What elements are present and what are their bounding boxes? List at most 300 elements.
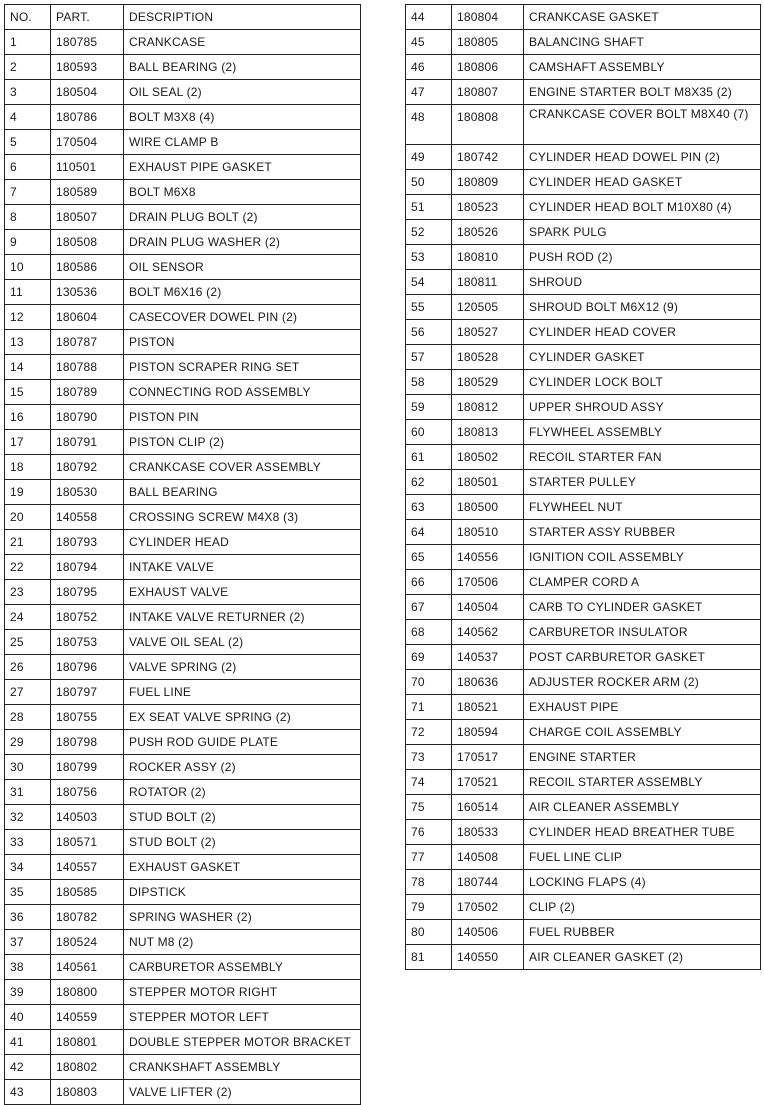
- row-number: 6: [5, 155, 51, 180]
- row-number: 11: [5, 280, 51, 305]
- part-number: 140557: [51, 855, 124, 880]
- table-row: [5, 905, 361, 930]
- table-row: [406, 55, 761, 80]
- row-number: 43: [5, 1080, 51, 1105]
- table-row: [5, 955, 361, 980]
- part-number: 180790: [51, 405, 124, 430]
- table-row: [5, 330, 361, 355]
- part-number: 180807: [452, 80, 524, 105]
- row-number: 7: [5, 180, 51, 205]
- part-number: 180795: [51, 580, 124, 605]
- table-row: [406, 620, 761, 645]
- table-row: [5, 855, 361, 880]
- row-number: 75: [406, 795, 452, 820]
- part-description: CYLINDER LOCK BOLT: [524, 370, 761, 395]
- part-number: 180744: [452, 870, 524, 895]
- row-number: 21: [5, 530, 51, 555]
- table-row: [5, 80, 361, 105]
- part-description: INTAKE VALVE RETURNER (2): [124, 605, 361, 630]
- part-number: 180571: [51, 830, 124, 855]
- row-number: 56: [406, 320, 452, 345]
- row-number: 30: [5, 755, 51, 780]
- table-row: [5, 180, 361, 205]
- table-row: [5, 980, 361, 1005]
- part-number: 180523: [452, 195, 524, 220]
- row-number: 71: [406, 695, 452, 720]
- row-number: 17: [5, 430, 51, 455]
- part-description: SPARK PULG: [524, 220, 761, 245]
- row-number: 10: [5, 255, 51, 280]
- part-number: 180593: [51, 55, 124, 80]
- table-row: [406, 845, 761, 870]
- row-number: 1: [5, 30, 51, 55]
- part-number: 120505: [452, 295, 524, 320]
- row-number: 59: [406, 395, 452, 420]
- row-number: 46: [406, 55, 452, 80]
- part-number: 180808: [452, 105, 524, 145]
- row-number: 8: [5, 205, 51, 230]
- row-number: 20: [5, 505, 51, 530]
- part-number: 180594: [452, 720, 524, 745]
- table-row: [406, 345, 761, 370]
- table-row: [406, 170, 761, 195]
- row-number: 22: [5, 555, 51, 580]
- row-number: 57: [406, 345, 452, 370]
- part-number: 140559: [51, 1005, 124, 1030]
- part-description: ENGINE STARTER BOLT M8X35 (2): [524, 80, 761, 105]
- table-row: [5, 680, 361, 705]
- part-description: CYLINDER GASKET: [524, 345, 761, 370]
- part-number: 170504: [51, 130, 124, 155]
- part-description: OIL SEAL (2): [124, 80, 361, 105]
- table-row: [406, 320, 761, 345]
- table-row: [406, 470, 761, 495]
- row-number: 69: [406, 645, 452, 670]
- row-number: 50: [406, 170, 452, 195]
- part-description: CYLINDER HEAD: [124, 530, 361, 555]
- table-row: [406, 895, 761, 920]
- part-number: 180806: [452, 55, 524, 80]
- table-row: [5, 405, 361, 430]
- table-row: [5, 755, 361, 780]
- part-description: POST CARBURETOR GASKET: [524, 645, 761, 670]
- part-number: 180787: [51, 330, 124, 355]
- part-description: CYLINDER HEAD COVER: [524, 320, 761, 345]
- table-row: [406, 5, 761, 30]
- part-description: FLYWHEEL ASSEMBLY: [524, 420, 761, 445]
- table-row: [5, 480, 361, 505]
- part-number: 180813: [452, 420, 524, 445]
- row-number: 53: [406, 245, 452, 270]
- part-number: 180811: [452, 270, 524, 295]
- table-row: [406, 745, 761, 770]
- table-row: [406, 145, 761, 170]
- part-description: FLYWHEEL NUT: [524, 495, 761, 520]
- parts-table-right-body: [406, 5, 761, 970]
- part-number: 180798: [51, 730, 124, 755]
- part-number: 180524: [51, 930, 124, 955]
- part-description: CAMSHAFT ASSEMBLY: [524, 55, 761, 80]
- header-description: DESCRIPTION: [124, 5, 361, 30]
- part-number: 180786: [51, 105, 124, 130]
- table-row: [5, 730, 361, 755]
- part-number: 180756: [51, 780, 124, 805]
- row-number: 66: [406, 570, 452, 595]
- part-description: NUT M8 (2): [124, 930, 361, 955]
- part-number: 130536: [51, 280, 124, 305]
- part-number: 180753: [51, 630, 124, 655]
- part-number: 140558: [51, 505, 124, 530]
- table-row: [406, 945, 761, 970]
- part-description: STEPPER MOTOR RIGHT: [124, 980, 361, 1005]
- part-number: 180801: [51, 1030, 124, 1055]
- part-description: EXHAUST VALVE: [124, 580, 361, 605]
- row-number: 44: [406, 5, 452, 30]
- table-row: [5, 1005, 361, 1030]
- row-number: 15: [5, 380, 51, 405]
- table-row: [406, 370, 761, 395]
- part-description: CROSSING SCREW M4X8 (3): [124, 505, 361, 530]
- part-description: CRANKCASE COVER BOLT M8X40 (7): [524, 105, 761, 145]
- row-number: 25: [5, 630, 51, 655]
- part-description: ROTATOR (2): [124, 780, 361, 805]
- part-description: LOCKING FLAPS (4): [524, 870, 761, 895]
- row-number: 3: [5, 80, 51, 105]
- part-description: CYLINDER HEAD GASKET: [524, 170, 761, 195]
- part-number: 180797: [51, 680, 124, 705]
- part-description: STARTER PULLEY: [524, 470, 761, 495]
- part-number: 180800: [51, 980, 124, 1005]
- part-number: 180508: [51, 230, 124, 255]
- part-description: CYLINDER HEAD BREATHER TUBE: [524, 820, 761, 845]
- row-number: 63: [406, 495, 452, 520]
- table-row: [406, 795, 761, 820]
- row-number: 78: [406, 870, 452, 895]
- part-description: VALVE LIFTER (2): [124, 1080, 361, 1105]
- part-description: ADJUSTER ROCKER ARM (2): [524, 670, 761, 695]
- row-number: 24: [5, 605, 51, 630]
- part-description: DIPSTICK: [124, 880, 361, 905]
- table-row: [406, 420, 761, 445]
- part-description: CLAMPER CORD A: [524, 570, 761, 595]
- part-description: STUD BOLT (2): [124, 830, 361, 855]
- table-header-row: [5, 5, 361, 30]
- part-number: 170506: [452, 570, 524, 595]
- part-number: 140503: [51, 805, 124, 830]
- row-number: 18: [5, 455, 51, 480]
- part-number: 140537: [452, 645, 524, 670]
- row-number: 40: [5, 1005, 51, 1030]
- part-number: 180809: [452, 170, 524, 195]
- part-number: 180792: [51, 455, 124, 480]
- table-row: [406, 570, 761, 595]
- part-description: CRANKCASE GASKET: [524, 5, 761, 30]
- table-row: [5, 530, 361, 555]
- table-row: [5, 1055, 361, 1080]
- table-row: [406, 545, 761, 570]
- table-row: [5, 580, 361, 605]
- table-row: [5, 1030, 361, 1055]
- table-row: [406, 720, 761, 745]
- part-number: 180803: [51, 1080, 124, 1105]
- part-number: 180802: [51, 1055, 124, 1080]
- row-number: 52: [406, 220, 452, 245]
- part-number: 180586: [51, 255, 124, 280]
- table-row: [5, 655, 361, 680]
- table-row: [406, 495, 761, 520]
- part-number: 180527: [452, 320, 524, 345]
- row-number: 72: [406, 720, 452, 745]
- table-row: [5, 205, 361, 230]
- table-row: [5, 1080, 361, 1105]
- table-row: [5, 430, 361, 455]
- row-number: 64: [406, 520, 452, 545]
- row-number: 32: [5, 805, 51, 830]
- part-description: CARB TO CYLINDER GASKET: [524, 595, 761, 620]
- table-row: [5, 55, 361, 80]
- part-description: ENGINE STARTER: [524, 745, 761, 770]
- row-number: 68: [406, 620, 452, 645]
- table-row: [406, 220, 761, 245]
- part-number: 140556: [452, 545, 524, 570]
- row-number: 19: [5, 480, 51, 505]
- part-number: 140561: [51, 955, 124, 980]
- parts-table-left-body: [5, 5, 361, 1105]
- table-row: [406, 30, 761, 55]
- row-number: 47: [406, 80, 452, 105]
- table-row: [406, 520, 761, 545]
- part-number: 140504: [452, 595, 524, 620]
- table-row: [406, 270, 761, 295]
- part-description: CONNECTING ROD ASSEMBLY: [124, 380, 361, 405]
- table-row: [5, 130, 361, 155]
- row-number: 45: [406, 30, 452, 55]
- table-row: [5, 830, 361, 855]
- table-row: [406, 595, 761, 620]
- table-row: [406, 920, 761, 945]
- part-description: CRANKCASE: [124, 30, 361, 55]
- table-row: [406, 195, 761, 220]
- row-number: 39: [5, 980, 51, 1005]
- row-number: 26: [5, 655, 51, 680]
- table-row: [406, 295, 761, 320]
- row-number: 65: [406, 545, 452, 570]
- row-number: 37: [5, 930, 51, 955]
- table-row: [406, 670, 761, 695]
- table-row: [5, 155, 361, 180]
- part-description: BOLT M6X16 (2): [124, 280, 361, 305]
- table-row: [5, 230, 361, 255]
- table-row: [406, 245, 761, 270]
- part-number: 180604: [51, 305, 124, 330]
- table-row: [406, 820, 761, 845]
- part-number: 180812: [452, 395, 524, 420]
- parts-table-right: [405, 4, 761, 970]
- part-number: 180529: [452, 370, 524, 395]
- table-row: [5, 380, 361, 405]
- part-description: PISTON CLIP (2): [124, 430, 361, 455]
- part-description: SPRING WASHER (2): [124, 905, 361, 930]
- row-number: 80: [406, 920, 452, 945]
- table-row: [406, 770, 761, 795]
- part-description: FUEL RUBBER: [524, 920, 761, 945]
- part-description: DOUBLE STEPPER MOTOR BRACKET: [124, 1030, 361, 1055]
- row-number: 12: [5, 305, 51, 330]
- row-number: 36: [5, 905, 51, 930]
- part-description: CLIP (2): [524, 895, 761, 920]
- row-number: 48: [406, 105, 452, 145]
- table-row: [5, 880, 361, 905]
- row-number: 28: [5, 705, 51, 730]
- part-number: 180526: [452, 220, 524, 245]
- row-number: 81: [406, 945, 452, 970]
- part-description: PUSH ROD GUIDE PLATE: [124, 730, 361, 755]
- part-description: PISTON SCRAPER RING SET: [124, 355, 361, 380]
- part-number: 180752: [51, 605, 124, 630]
- row-number: 27: [5, 680, 51, 705]
- part-description: BALANCING SHAFT: [524, 30, 761, 55]
- row-number: 16: [5, 405, 51, 430]
- row-number: 14: [5, 355, 51, 380]
- part-number: 180755: [51, 705, 124, 730]
- part-number: 180510: [452, 520, 524, 545]
- table-row: [5, 930, 361, 955]
- row-number: 74: [406, 770, 452, 795]
- part-description: CARBURETOR INSULATOR: [524, 620, 761, 645]
- part-number: 180502: [452, 445, 524, 470]
- part-number: 180636: [452, 670, 524, 695]
- part-number: 180796: [51, 655, 124, 680]
- part-number: 180500: [452, 495, 524, 520]
- part-number: 180501: [452, 470, 524, 495]
- table-row: [406, 445, 761, 470]
- part-description: SHROUD BOLT M6X12 (9): [524, 295, 761, 320]
- part-number: 180530: [51, 480, 124, 505]
- row-number: 49: [406, 145, 452, 170]
- table-row: [406, 395, 761, 420]
- part-description: CASECOVER DOWEL PIN (2): [124, 305, 361, 330]
- part-description: VALVE SPRING (2): [124, 655, 361, 680]
- table-row: [5, 355, 361, 380]
- part-number: 180585: [51, 880, 124, 905]
- part-number: 180793: [51, 530, 124, 555]
- part-description: FUEL LINE CLIP: [524, 845, 761, 870]
- part-description: PUSH ROD (2): [524, 245, 761, 270]
- part-number: 160514: [452, 795, 524, 820]
- row-number: 29: [5, 730, 51, 755]
- table-row: [5, 605, 361, 630]
- part-description: DRAIN PLUG WASHER (2): [124, 230, 361, 255]
- table-row: [5, 780, 361, 805]
- row-number: 31: [5, 780, 51, 805]
- part-number: 180791: [51, 430, 124, 455]
- part-number: 180785: [51, 30, 124, 55]
- part-description: WIRE CLAMP B: [124, 130, 361, 155]
- part-number: 180805: [452, 30, 524, 55]
- part-description: AIR CLEANER GASKET (2): [524, 945, 761, 970]
- part-description: OIL SENSOR: [124, 255, 361, 280]
- part-description: BALL BEARING: [124, 480, 361, 505]
- table-row: [5, 280, 361, 305]
- part-description: INTAKE VALVE: [124, 555, 361, 580]
- table-row: [406, 695, 761, 720]
- part-description: EXHAUST GASKET: [124, 855, 361, 880]
- part-description: VALVE OIL SEAL (2): [124, 630, 361, 655]
- row-number: 51: [406, 195, 452, 220]
- row-number: 33: [5, 830, 51, 855]
- part-number: 140508: [452, 845, 524, 870]
- part-number: 180788: [51, 355, 124, 380]
- part-description: STUD BOLT (2): [124, 805, 361, 830]
- header-no: NO.: [5, 5, 51, 30]
- part-number: 180528: [452, 345, 524, 370]
- row-number: 35: [5, 880, 51, 905]
- table-row: [5, 305, 361, 330]
- part-number: 180782: [51, 905, 124, 930]
- part-description: FUEL LINE: [124, 680, 361, 705]
- row-number: 67: [406, 595, 452, 620]
- part-number: 180799: [51, 755, 124, 780]
- part-number: 180521: [452, 695, 524, 720]
- row-number: 34: [5, 855, 51, 880]
- part-number: 180789: [51, 380, 124, 405]
- row-number: 77: [406, 845, 452, 870]
- part-description: BOLT M3X8 (4): [124, 105, 361, 130]
- row-number: 60: [406, 420, 452, 445]
- row-number: 79: [406, 895, 452, 920]
- part-number: 180810: [452, 245, 524, 270]
- table-row: [406, 645, 761, 670]
- part-description: CHARGE COIL ASSEMBLY: [524, 720, 761, 745]
- part-number: 180507: [51, 205, 124, 230]
- part-description: BALL BEARING (2): [124, 55, 361, 80]
- row-number: 70: [406, 670, 452, 695]
- part-number: 140506: [452, 920, 524, 945]
- row-number: 41: [5, 1030, 51, 1055]
- row-number: 42: [5, 1055, 51, 1080]
- part-description: AIR CLEANER ASSEMBLY: [524, 795, 761, 820]
- part-description: SHROUD: [524, 270, 761, 295]
- part-description: CRANKCASE COVER ASSEMBLY: [124, 455, 361, 480]
- row-number: 55: [406, 295, 452, 320]
- row-number: 5: [5, 130, 51, 155]
- table-row: [5, 505, 361, 530]
- part-number: 180794: [51, 555, 124, 580]
- table-row: [5, 705, 361, 730]
- part-number: 170502: [452, 895, 524, 920]
- part-number: 110501: [51, 155, 124, 180]
- part-description: RECOIL STARTER ASSEMBLY: [524, 770, 761, 795]
- table-row: [5, 555, 361, 580]
- part-number: 140562: [452, 620, 524, 645]
- part-description: DRAIN PLUG BOLT (2): [124, 205, 361, 230]
- part-number: 170521: [452, 770, 524, 795]
- table-row: [5, 805, 361, 830]
- table-row: [406, 105, 761, 145]
- row-number: 54: [406, 270, 452, 295]
- part-description: EX SEAT VALVE SPRING (2): [124, 705, 361, 730]
- table-row: [406, 870, 761, 895]
- part-number: 180589: [51, 180, 124, 205]
- part-description: CYLINDER HEAD BOLT M10X80 (4): [524, 195, 761, 220]
- table-row: [5, 105, 361, 130]
- part-description: CARBURETOR ASSEMBLY: [124, 955, 361, 980]
- header-part: PART.: [51, 5, 124, 30]
- part-description: STEPPER MOTOR LEFT: [124, 1005, 361, 1030]
- part-description: UPPER SHROUD ASSY: [524, 395, 761, 420]
- row-number: 73: [406, 745, 452, 770]
- part-description: RECOIL STARTER FAN: [524, 445, 761, 470]
